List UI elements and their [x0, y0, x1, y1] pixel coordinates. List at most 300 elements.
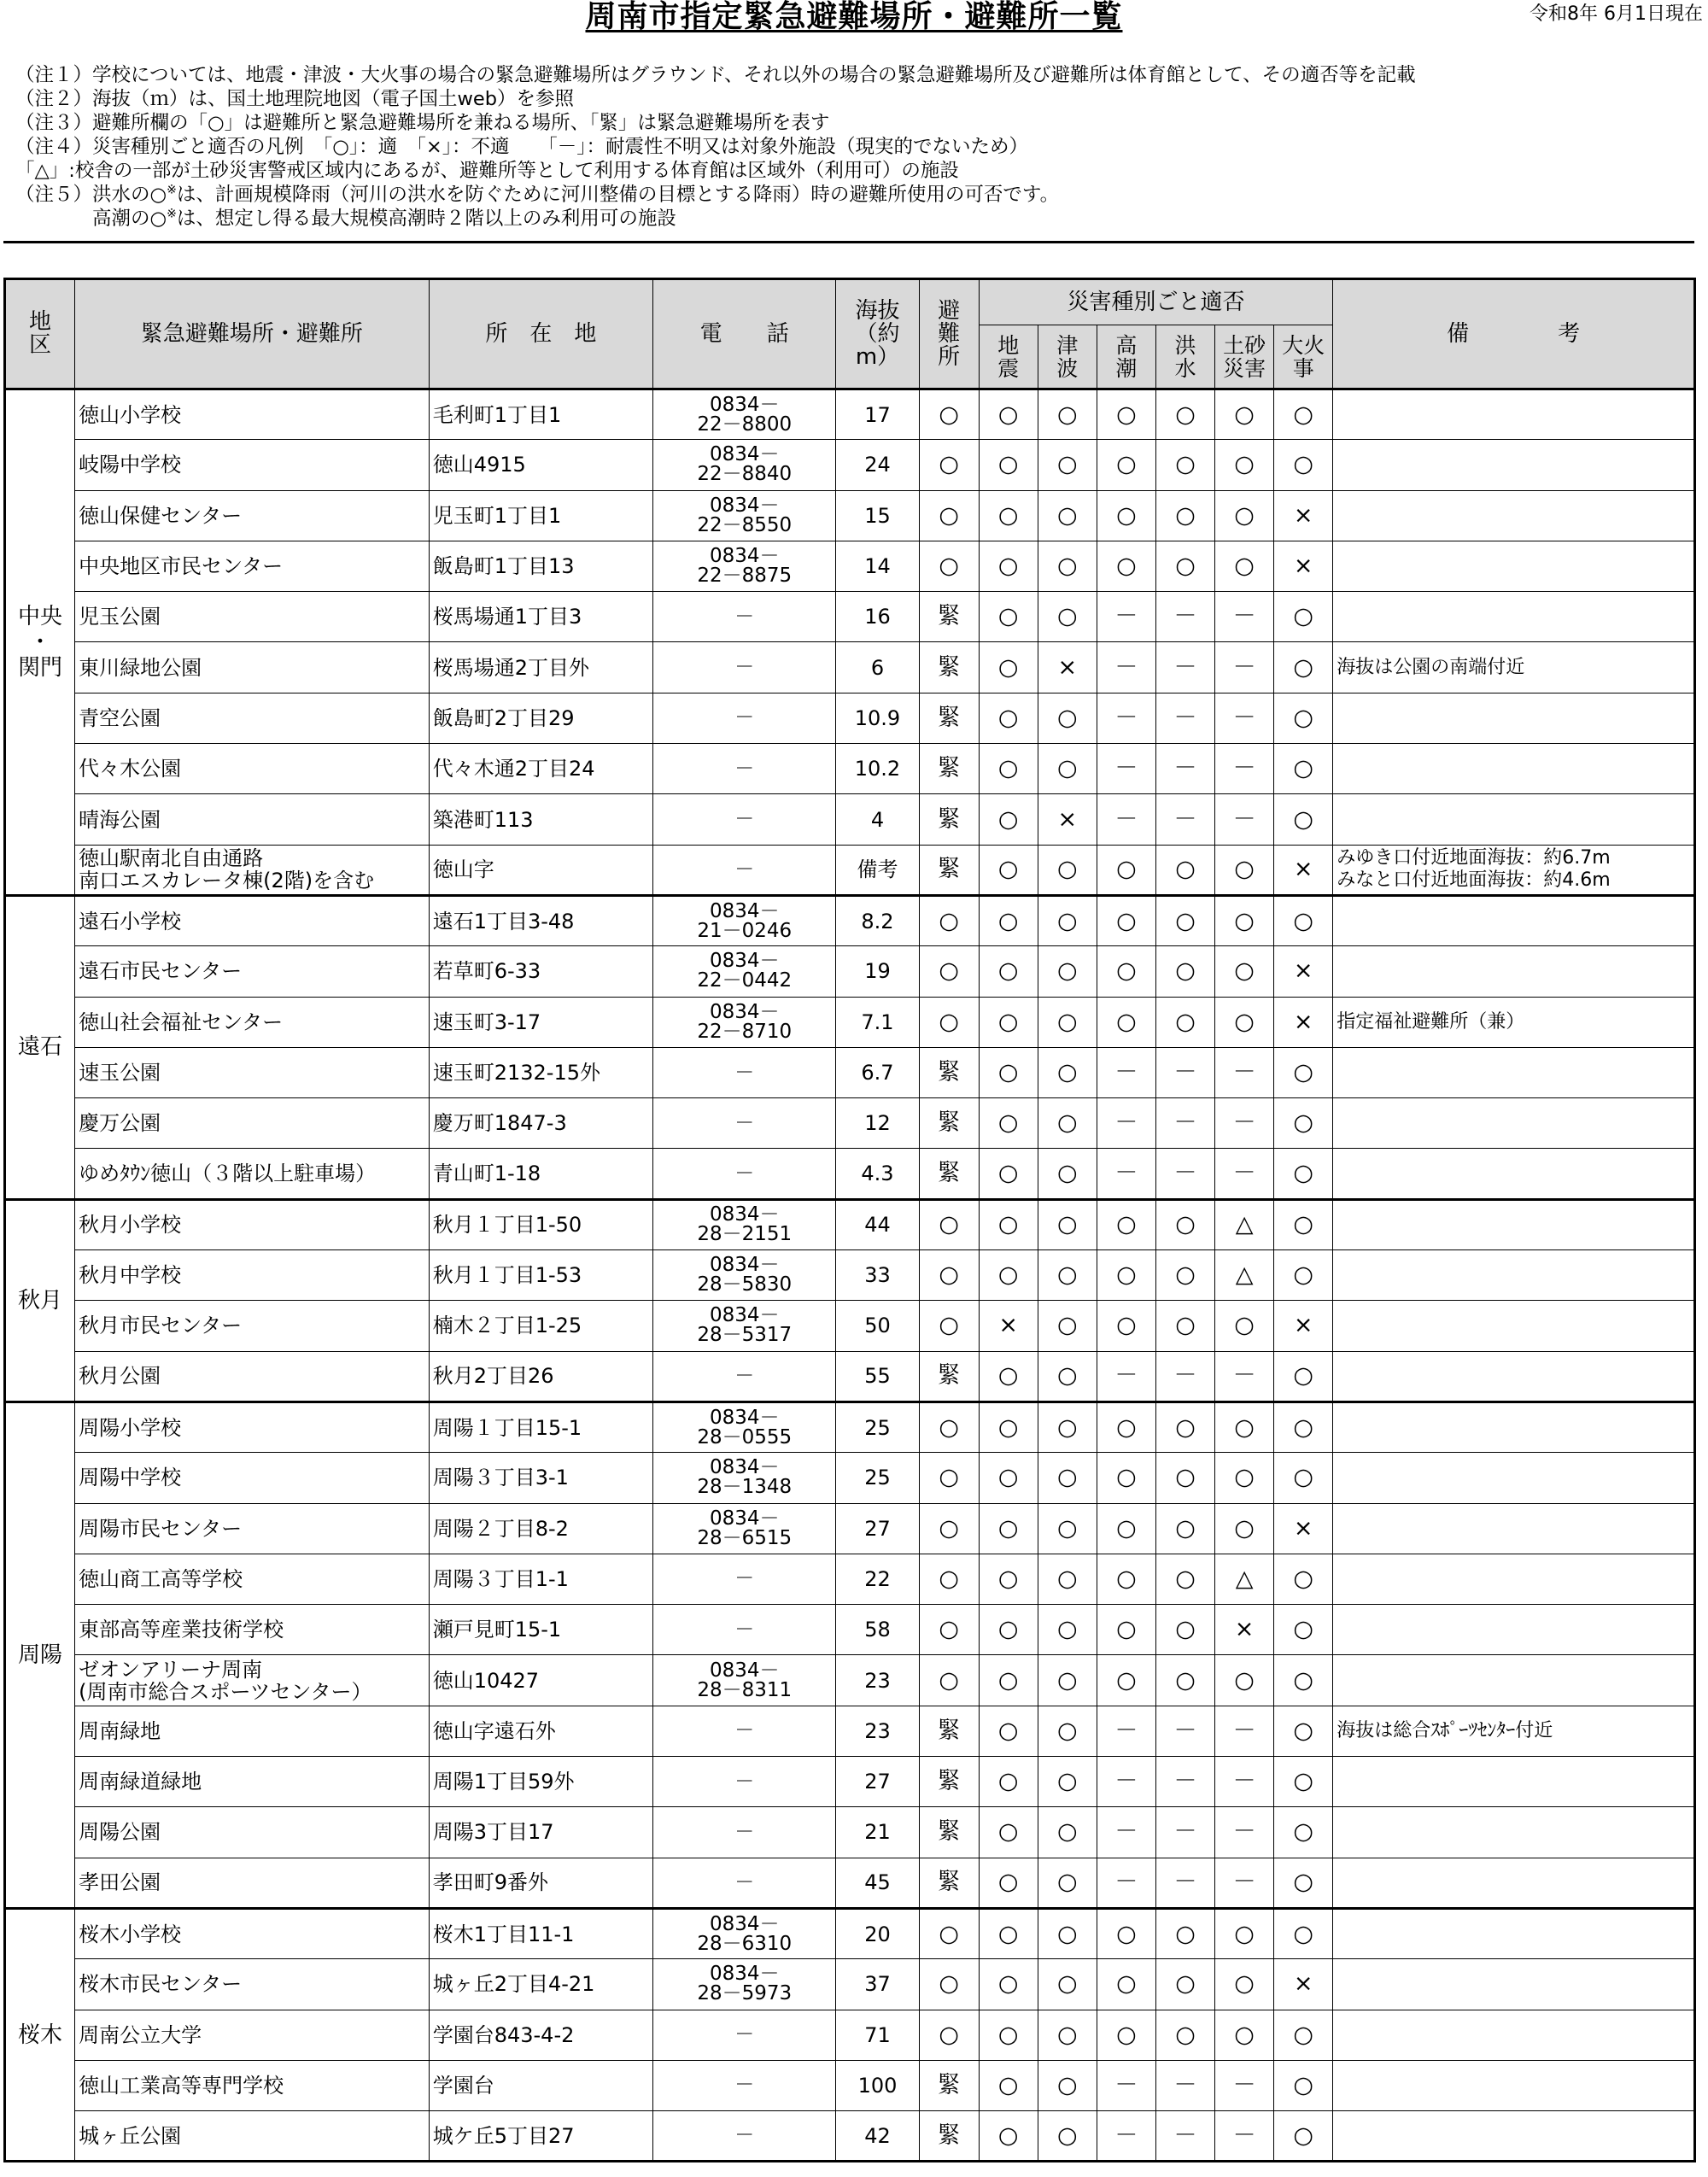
hazard-flood-cell: － — [1155, 1047, 1214, 1097]
facility-altitude: 12 — [836, 1098, 919, 1149]
district-cell: 桜木 — [5, 1908, 75, 2161]
facility-phone: － — [653, 1351, 836, 1402]
facility-phone: － — [653, 1807, 836, 1858]
remarks-cell — [1333, 1351, 1695, 1402]
header-altitude: 海抜 （約 m） — [836, 279, 919, 389]
facility-address: 周陽２丁目8-2 — [429, 1503, 652, 1554]
table-row — [5, 1047, 1695, 1097]
facility-address: 代々木通2丁目24 — [429, 744, 652, 794]
hazard-storm-surge-cell: ○ — [1097, 389, 1155, 440]
divider — [3, 241, 1694, 243]
facility-address: 徳山10427 — [429, 1655, 652, 1706]
hazard-landslide-cell: ○ — [1215, 997, 1274, 1047]
hazard-tsunami-cell: ○ — [1038, 1605, 1097, 1655]
table-row — [5, 389, 1695, 440]
hazard-earthquake-cell: ○ — [979, 2111, 1038, 2162]
facility-altitude: 23 — [836, 1706, 919, 1756]
facility-name: 桜木市民センター — [75, 1959, 430, 2010]
hazard-earthquake-cell: ○ — [979, 1757, 1038, 1807]
remarks-cell — [1333, 389, 1695, 440]
facility-altitude: 20 — [836, 1908, 919, 1958]
facility-altitude: 15 — [836, 490, 919, 541]
shelter-type: ○ — [919, 541, 979, 591]
shelter-type: ○ — [919, 440, 979, 490]
hazard-earthquake-cell: ○ — [979, 895, 1038, 945]
hazard-tsunami-cell: ○ — [1038, 693, 1097, 743]
shelter-type: ○ — [919, 1655, 979, 1706]
hazard-flood-cell: ○ — [1155, 895, 1214, 945]
hazard-storm-surge-cell: － — [1097, 794, 1155, 845]
facility-address: 桜馬場通2丁目外 — [429, 642, 652, 693]
facility-address: 飯島町1丁目13 — [429, 541, 652, 591]
facility-phone: － — [653, 1605, 836, 1655]
shelter-type: 緊 — [919, 794, 979, 845]
hazard-flood-cell: － — [1155, 1149, 1214, 1199]
hazard-flood-cell: － — [1155, 642, 1214, 693]
facility-name: 秋月中学校 — [75, 1250, 430, 1301]
hazard-tsunami-cell: ○ — [1038, 1301, 1097, 1351]
facility-address: 城ケ丘5丁目27 — [429, 2111, 652, 2162]
remarks-cell — [1333, 1554, 1695, 1604]
facility-altitude: 10.9 — [836, 693, 919, 743]
hazard-tsunami-cell: ○ — [1038, 1250, 1097, 1301]
page-title: 周南市指定緊急避難場所・避難所一覧 — [585, 0, 1123, 34]
remarks-cell — [1333, 1453, 1695, 1503]
hazard-storm-surge-cell: － — [1097, 1098, 1155, 1149]
facility-name: 遠石小学校 — [75, 895, 430, 945]
facility-name: 遠石市民センター — [75, 946, 430, 997]
facility-altitude: 6 — [836, 642, 919, 693]
hazard-storm-surge-cell: ○ — [1097, 946, 1155, 997]
hazard-tsunami-cell: ○ — [1038, 389, 1097, 440]
facility-name: 周南緑地 — [75, 1706, 430, 1756]
district-cell: 中央 ・ 関門 — [5, 389, 75, 896]
facility-phone: 0834－ 28－8311 — [653, 1655, 836, 1706]
hazard-earthquake-cell: ○ — [979, 440, 1038, 490]
hazard-landslide-cell: － — [1215, 1047, 1274, 1097]
hazard-tsunami-cell: ○ — [1038, 541, 1097, 591]
hazard-tsunami-cell: ○ — [1038, 1807, 1097, 1858]
facility-phone: 0834－ 22－8840 — [653, 440, 836, 490]
table-row — [5, 1199, 1695, 1249]
table-row — [5, 794, 1695, 845]
hazard-storm-surge-cell: ○ — [1097, 1453, 1155, 1503]
facility-phone: 0834－ 22－8800 — [653, 389, 836, 440]
hazard-fire-cell: ○ — [1274, 895, 1333, 945]
hazard-flood-cell: － — [1155, 1757, 1214, 1807]
hazard-storm-surge-cell: － — [1097, 2111, 1155, 2162]
facility-address: 周陽1丁目59外 — [429, 1757, 652, 1807]
remarks-cell — [1333, 1807, 1695, 1858]
facility-altitude: 27 — [836, 1503, 919, 1554]
hazard-tsunami-cell: ○ — [1038, 946, 1097, 997]
facility-phone: 0834－ 22－8550 — [653, 490, 836, 541]
hazard-flood-cell: － — [1155, 693, 1214, 743]
table-row — [5, 1402, 1695, 1452]
table-row — [5, 1858, 1695, 1908]
hazard-flood-cell: － — [1155, 1351, 1214, 1402]
facility-phone: 0834－ 28－5973 — [653, 1959, 836, 2010]
remarks-cell — [1333, 541, 1695, 591]
hazard-earthquake-cell: × — [979, 1301, 1038, 1351]
hazard-earthquake-cell: ○ — [979, 1908, 1038, 1958]
facility-name: 速玉公園 — [75, 1047, 430, 1097]
shelter-type: 緊 — [919, 1351, 979, 1402]
facility-address: 周陽３丁目3-1 — [429, 1453, 652, 1503]
table-row — [5, 1908, 1695, 1958]
hazard-landslide-cell: － — [1215, 744, 1274, 794]
remarks-cell — [1333, 1149, 1695, 1199]
note-line: （注３）避難所欄の「○」は避難所と緊急避難場所を兼ねる場所、「緊」は緊急避難場所を表す — [15, 112, 830, 134]
facility-address: 秋月１丁目1-53 — [429, 1250, 652, 1301]
facility-phone: 0834－ 28－2151 — [653, 1199, 836, 1249]
facility-phone: － — [653, 1554, 836, 1604]
table-row — [5, 1605, 1695, 1655]
hazard-storm-surge-cell: － — [1097, 744, 1155, 794]
remarks-cell — [1333, 440, 1695, 490]
remarks-cell — [1333, 1655, 1695, 1706]
table-header — [5, 279, 1695, 389]
hazard-tsunami-cell: × — [1038, 642, 1097, 693]
hazard-fire-cell: ○ — [1274, 1453, 1333, 1503]
facility-address: 桜木1丁目11-1 — [429, 1908, 652, 1958]
hazard-fire-cell: ○ — [1274, 389, 1333, 440]
facility-phone: － — [653, 2010, 836, 2060]
hazard-storm-surge-cell: ○ — [1097, 490, 1155, 541]
hazard-storm-surge-cell: － — [1097, 592, 1155, 642]
table-row — [5, 1757, 1695, 1807]
note-line: （注４）災害種別ごと適否の凡例 「○」：適 「×」：不適 「－」：耐震性不明又は対象外施設（現実的でないため） — [15, 136, 1028, 158]
facility-altitude: 71 — [836, 2010, 919, 2060]
hazard-earthquake-cell: ○ — [979, 1402, 1038, 1452]
facility-name: 秋月小学校 — [75, 1199, 430, 1249]
hazard-storm-surge-cell: ○ — [1097, 1503, 1155, 1554]
facility-phone: － — [653, 642, 836, 693]
hazard-landslide-cell: － — [1215, 1858, 1274, 1908]
hazard-storm-surge-cell: ○ — [1097, 1655, 1155, 1706]
shelter-type: ○ — [919, 946, 979, 997]
hazard-fire-cell: ○ — [1274, 2010, 1333, 2060]
facility-phone: － — [653, 1706, 836, 1756]
hazard-earthquake-cell: ○ — [979, 2010, 1038, 2060]
hazard-earthquake-cell: ○ — [979, 1199, 1038, 1249]
facility-address: 秋月１丁目1-50 — [429, 1199, 652, 1249]
hazard-flood-cell: ○ — [1155, 389, 1214, 440]
facility-address: 飯島町2丁目29 — [429, 693, 652, 743]
facility-address: 周陽１丁目15-1 — [429, 1402, 652, 1452]
remarks-cell — [1333, 1959, 1695, 2010]
hazard-fire-cell: ○ — [1274, 1605, 1333, 1655]
facility-altitude: 100 — [836, 2060, 919, 2110]
hazard-storm-surge-cell: ○ — [1097, 845, 1155, 895]
hazard-earthquake-cell: ○ — [979, 1351, 1038, 1402]
hazard-earthquake-cell: ○ — [979, 592, 1038, 642]
hazard-storm-surge-cell: － — [1097, 1807, 1155, 1858]
hazard-landslide-cell: ○ — [1215, 1301, 1274, 1351]
hazard-tsunami-cell: ○ — [1038, 1908, 1097, 1958]
table-row — [5, 592, 1695, 642]
remarks-cell: みゆき口付近地面海抜：約6.7m みなと口付近地面海抜：約4.6m — [1333, 845, 1695, 895]
hazard-fire-cell: ○ — [1274, 744, 1333, 794]
facility-phone: － — [653, 1047, 836, 1097]
header-address: 所 在 地 — [429, 279, 652, 389]
table-row — [5, 1098, 1695, 1149]
hazard-storm-surge-cell: ○ — [1097, 895, 1155, 945]
hazard-landslide-cell: ○ — [1215, 946, 1274, 997]
facility-address: 築港町113 — [429, 794, 652, 845]
hazard-landslide-cell: ○ — [1215, 1453, 1274, 1503]
facility-altitude: 8.2 — [836, 895, 919, 945]
hazard-earthquake-cell: ○ — [979, 1047, 1038, 1097]
facility-address: 学園台843-4-2 — [429, 2010, 652, 2060]
hazard-landslide-cell: △ — [1215, 1554, 1274, 1604]
remarks-cell — [1333, 1098, 1695, 1149]
header-hazard-tsunami: 津 波 — [1038, 325, 1097, 389]
facility-name: 周南公立大学 — [75, 2010, 430, 2060]
hazard-earthquake-cell: ○ — [979, 389, 1038, 440]
hazard-fire-cell: ○ — [1274, 1757, 1333, 1807]
hazard-earthquake-cell: ○ — [979, 1098, 1038, 1149]
shelter-type: ○ — [919, 1503, 979, 1554]
facility-altitude: 19 — [836, 946, 919, 997]
facility-phone: － — [653, 744, 836, 794]
shelter-type: 緊 — [919, 693, 979, 743]
hazard-landslide-cell: △ — [1215, 1250, 1274, 1301]
hazard-tsunami-cell: ○ — [1038, 1149, 1097, 1199]
header-phone: 電 話 — [653, 279, 836, 389]
hazard-landslide-cell: △ — [1215, 1199, 1274, 1249]
remarks-cell: 海抜は総合ｽﾎﾟｰﾂｾﾝﾀｰ付近 — [1333, 1706, 1695, 1756]
header-hazard-earthquake: 地 震 — [979, 325, 1038, 389]
facility-altitude: 45 — [836, 1858, 919, 1908]
table-row — [5, 693, 1695, 743]
table-row — [5, 845, 1695, 895]
hazard-tsunami-cell: ○ — [1038, 490, 1097, 541]
district-cell: 遠石 — [5, 895, 75, 1199]
table-row — [5, 744, 1695, 794]
hazard-landslide-cell: ○ — [1215, 2010, 1274, 2060]
facility-phone: 0834－ 28－6310 — [653, 1908, 836, 1958]
remarks-cell — [1333, 744, 1695, 794]
hazard-storm-surge-cell: ○ — [1097, 1605, 1155, 1655]
facility-name: 徳山社会福祉センター — [75, 997, 430, 1047]
hazard-storm-surge-cell: － — [1097, 642, 1155, 693]
hazard-tsunami-cell: ○ — [1038, 2010, 1097, 2060]
hazard-tsunami-cell: ○ — [1038, 1858, 1097, 1908]
header-hazard-fire: 大火 事 — [1274, 325, 1333, 389]
hazard-earthquake-cell: ○ — [979, 1959, 1038, 2010]
hazard-storm-surge-cell: ○ — [1097, 1199, 1155, 1249]
hazard-landslide-cell: － — [1215, 1351, 1274, 1402]
hazard-earthquake-cell: ○ — [979, 1503, 1038, 1554]
hazard-fire-cell: ○ — [1274, 1098, 1333, 1149]
hazard-landslide-cell: ○ — [1215, 490, 1274, 541]
hazard-earthquake-cell: ○ — [979, 1605, 1038, 1655]
hazard-fire-cell: × — [1274, 1503, 1333, 1554]
hazard-storm-surge-cell: － — [1097, 1149, 1155, 1199]
remarks-cell — [1333, 1301, 1695, 1351]
facility-phone: 0834－ 22－8875 — [653, 541, 836, 591]
facility-address: 周陽３丁目1-1 — [429, 1554, 652, 1604]
facility-address: 青山町1-18 — [429, 1149, 652, 1199]
hazard-fire-cell: ○ — [1274, 642, 1333, 693]
note-line: （注２）海抜（ｍ）は、国土地理院地図（電子国土web）を参照 — [15, 88, 575, 110]
shelter-type: ○ — [919, 1402, 979, 1452]
hazard-landslide-cell: ○ — [1215, 1503, 1274, 1554]
hazard-storm-surge-cell: ○ — [1097, 1959, 1155, 2010]
facility-name: 東部高等産業技術学校 — [75, 1605, 430, 1655]
facility-phone: 0834－ 28－5317 — [653, 1301, 836, 1351]
remarks-cell: 指定福祉避難所（兼） — [1333, 997, 1695, 1047]
hazard-fire-cell: ○ — [1274, 1807, 1333, 1858]
hazard-earthquake-cell: ○ — [979, 1706, 1038, 1756]
hazard-earthquake-cell: ○ — [979, 1149, 1038, 1199]
hazard-flood-cell: － — [1155, 2060, 1214, 2110]
facility-altitude: 6.7 — [836, 1047, 919, 1097]
hazard-fire-cell: × — [1274, 1959, 1333, 2010]
facility-name: ゆめﾀｳﾝ徳山（３階以上駐車場） — [75, 1149, 430, 1199]
facility-phone: － — [653, 592, 836, 642]
remarks-cell — [1333, 490, 1695, 541]
hazard-storm-surge-cell: ○ — [1097, 1554, 1155, 1604]
table-row — [5, 2060, 1695, 2110]
remarks-cell — [1333, 2060, 1695, 2110]
facility-phone: － — [653, 845, 836, 895]
shelter-type: 緊 — [919, 1706, 979, 1756]
remarks-cell — [1333, 946, 1695, 997]
hazard-landslide-cell: － — [1215, 1706, 1274, 1756]
facility-name: 青空公園 — [75, 693, 430, 743]
hazard-flood-cell: ○ — [1155, 440, 1214, 490]
remarks-cell — [1333, 1199, 1695, 1249]
shelter-type: 緊 — [919, 1149, 979, 1199]
hazard-storm-surge-cell: ○ — [1097, 541, 1155, 591]
facility-altitude: 24 — [836, 440, 919, 490]
note-line: 高潮の○※は、想定し得る最大規模高潮時２階以上のみ利用可の施設 — [15, 207, 676, 230]
facility-altitude: 16 — [836, 592, 919, 642]
facility-altitude: 25 — [836, 1402, 919, 1452]
hazard-storm-surge-cell: ○ — [1097, 1402, 1155, 1452]
facility-phone: － — [653, 1098, 836, 1149]
facility-altitude: 58 — [836, 1605, 919, 1655]
facility-address: 慶万町1847-3 — [429, 1098, 652, 1149]
shelter-type: ○ — [919, 1199, 979, 1249]
facility-address: 児玉町1丁目1 — [429, 490, 652, 541]
facility-address: 周陽3丁目17 — [429, 1807, 652, 1858]
facility-name: 桜木小学校 — [75, 1908, 430, 1958]
facility-address: 城ヶ丘2丁目4-21 — [429, 1959, 652, 2010]
table-row — [5, 1503, 1695, 1554]
hazard-flood-cell: － — [1155, 744, 1214, 794]
hazard-fire-cell: ○ — [1274, 2060, 1333, 2110]
hazard-landslide-cell: ○ — [1215, 1655, 1274, 1706]
facility-altitude: 17 — [836, 389, 919, 440]
facility-name: 徳山保健センター — [75, 490, 430, 541]
hazard-landslide-cell: － — [1215, 1757, 1274, 1807]
hazard-landslide-cell: － — [1215, 642, 1274, 693]
hazard-landslide-cell: － — [1215, 693, 1274, 743]
remarks-cell — [1333, 895, 1695, 945]
facility-phone: － — [653, 794, 836, 845]
remarks-cell — [1333, 1757, 1695, 1807]
facility-phone: － — [653, 1757, 836, 1807]
shelter-type: ○ — [919, 1605, 979, 1655]
hazard-tsunami-cell: ○ — [1038, 1706, 1097, 1756]
hazard-earthquake-cell: ○ — [979, 1655, 1038, 1706]
hazard-storm-surge-cell: ○ — [1097, 1301, 1155, 1351]
hazard-flood-cell: ○ — [1155, 1605, 1214, 1655]
facility-altitude: 25 — [836, 1453, 919, 1503]
header-hazard-landslide: 土砂 災害 — [1215, 325, 1274, 389]
hazard-fire-cell: ○ — [1274, 2111, 1333, 2162]
table-row — [5, 946, 1695, 997]
hazard-storm-surge-cell: － — [1097, 1706, 1155, 1756]
facility-name: 徳山商工高等学校 — [75, 1554, 430, 1604]
hazard-tsunami-cell: ○ — [1038, 2111, 1097, 2162]
hazard-earthquake-cell: ○ — [979, 997, 1038, 1047]
hazard-tsunami-cell: ○ — [1038, 1655, 1097, 1706]
table-row — [5, 1959, 1695, 2010]
hazard-storm-surge-cell: － — [1097, 1047, 1155, 1097]
hazard-fire-cell: × — [1274, 541, 1333, 591]
hazard-fire-cell: ○ — [1274, 1250, 1333, 1301]
hazard-tsunami-cell: ○ — [1038, 1351, 1097, 1402]
note-line: （注５）洪水の○※は、計画規模降雨（河川の洪水を防ぐために河川整備の目標とする降雨）時の避難所使用の可否です。 — [15, 183, 1060, 206]
remarks-cell — [1333, 2111, 1695, 2162]
hazard-tsunami-cell: ○ — [1038, 1503, 1097, 1554]
facility-address: 速玉町2132-15外 — [429, 1047, 652, 1097]
shelter-type: 緊 — [919, 2111, 979, 2162]
remarks-cell — [1333, 1503, 1695, 1554]
hazard-flood-cell: ○ — [1155, 1199, 1214, 1249]
facility-address: 桜馬場通1丁目3 — [429, 592, 652, 642]
facility-altitude: 4 — [836, 794, 919, 845]
table-row — [5, 1351, 1695, 1402]
remarks-cell — [1333, 794, 1695, 845]
shelter-type: ○ — [919, 1554, 979, 1604]
hazard-landslide-cell: ○ — [1215, 389, 1274, 440]
shelter-type: 緊 — [919, 1807, 979, 1858]
header-shelter: 避 難 所 — [919, 279, 979, 389]
facility-name: 周南緑道緑地 — [75, 1757, 430, 1807]
remarks-cell — [1333, 1908, 1695, 1958]
shelter-type: ○ — [919, 1908, 979, 1958]
hazard-flood-cell: ○ — [1155, 1503, 1214, 1554]
facility-name: 周陽小学校 — [75, 1402, 430, 1452]
hazard-fire-cell: ○ — [1274, 1908, 1333, 1958]
hazard-flood-cell: － — [1155, 592, 1214, 642]
table-row — [5, 490, 1695, 541]
facility-address: 徳山4915 — [429, 440, 652, 490]
shelter-type: 緊 — [919, 592, 979, 642]
facility-altitude: 33 — [836, 1250, 919, 1301]
facility-address: 孝田町9番外 — [429, 1858, 652, 1908]
facility-name: 晴海公園 — [75, 794, 430, 845]
shelter-type: 緊 — [919, 2060, 979, 2110]
hazard-tsunami-cell: ○ — [1038, 1199, 1097, 1249]
hazard-tsunami-cell: ○ — [1038, 1959, 1097, 2010]
facility-name: 慶万公園 — [75, 1098, 430, 1149]
hazard-storm-surge-cell: － — [1097, 693, 1155, 743]
hazard-fire-cell: ○ — [1274, 592, 1333, 642]
hazard-fire-cell: ○ — [1274, 1858, 1333, 1908]
hazard-storm-surge-cell: ○ — [1097, 997, 1155, 1047]
facility-phone: 0834－ 22－0442 — [653, 946, 836, 997]
hazard-flood-cell: － — [1155, 1706, 1214, 1756]
facility-name: ゼオンアリーナ周南 (周南市総合スポーツセンター） — [75, 1655, 430, 1706]
facility-address: 瀬戸見町15-1 — [429, 1605, 652, 1655]
facility-name: 城ヶ丘公園 — [75, 2111, 430, 2162]
